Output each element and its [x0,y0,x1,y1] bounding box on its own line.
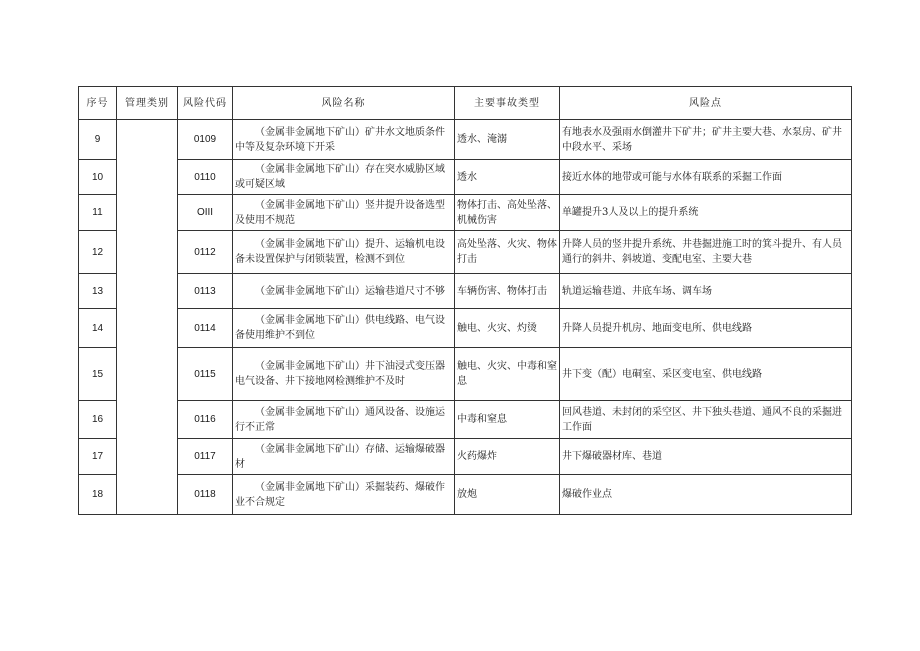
table-row [79,160,852,195]
name-cell: （金属非金属地下矿山）供电线路、电气设备使用维护不到位 [233,309,455,348]
seq-cell: 13 [79,274,117,309]
table-row [79,120,852,160]
table-row [79,195,852,231]
header-accident: 主要事故类型 [455,87,560,120]
point-cell: 单罐提升3人及以上的提升系统 [560,195,852,231]
table-row [79,309,852,348]
accident-cell: 透水 [455,160,560,195]
table-row [79,274,852,309]
code-cell: 0110 [178,160,233,195]
accident-cell: 物体打击、高处坠落、机械伤害 [455,195,560,231]
code-cell: 0115 [178,348,233,401]
name-cell: （金属非金属地下矿山）提升、运输机电设备未设置保护与闭锁装置，检测不到位 [233,231,455,274]
header-seq: 序号 [79,87,117,120]
code-cell: 0113 [178,274,233,309]
code-cell: 0109 [178,120,233,160]
seq-cell: 14 [79,309,117,348]
accident-cell: 透水、淹溺 [455,120,560,160]
name-cell: （金属非金属地下矿山）矿井水文地质条件中等及复杂环境下开采 [233,120,455,160]
name-cell: （金属非金属地下矿山）存储、运输爆破器材 [233,439,455,475]
seq-cell: 16 [79,401,117,439]
header-code: 风险代码 [178,87,233,120]
seq-cell: 9 [79,120,117,160]
accident-cell: 火药爆炸 [455,439,560,475]
code-cell: OIII [178,195,233,231]
seq-cell: 12 [79,231,117,274]
header-name: 风险名称 [233,87,455,120]
name-cell: （金属非金属地下矿山）竖井提升设备选型及使用不规范 [233,195,455,231]
table-row [79,475,852,515]
seq-cell: 11 [79,195,117,231]
point-cell: 接近水体的地带或可能与水体有联系的采掘工作面 [560,160,852,195]
accident-cell: 触电、火灾、中毒和窒息 [455,348,560,401]
accident-cell: 放炮 [455,475,560,515]
name-cell: （金属非金属地下矿山）井下油浸式变压器电气设备、井下接地网检测维护不及时 [233,348,455,401]
code-cell: 0118 [178,475,233,515]
table-row [79,401,852,439]
point-cell: 有地表水及强雨水倒灌井下矿井；矿井主要大巷、水泵房、矿井中段水平、采场 [560,120,852,160]
name-cell: （金属非金属地下矿山）采掘装药、爆破作业不合规定 [233,475,455,515]
accident-cell: 触电、火灾、灼烫 [455,309,560,348]
code-cell: 0112 [178,231,233,274]
name-cell: （金属非金属地下矿山）通风设备、设施运行不正常 [233,401,455,439]
accident-cell: 高处坠落、火灾、物体打击 [455,231,560,274]
seq-cell: 10 [79,160,117,195]
point-cell: 井下爆破器材库、巷道 [560,439,852,475]
table-row [79,348,852,401]
name-cell: （金属非金属地下矿山）存在突水威胁区域或可疑区域 [233,160,455,195]
code-cell: 0114 [178,309,233,348]
seq-cell: 15 [79,348,117,401]
point-cell: 轨道运输巷道、井底车场、调车场 [560,274,852,309]
point-cell: 井下变（配）电硐室、采区变电室、供电线路 [560,348,852,401]
risk-table [78,86,852,515]
point-cell: 回风巷道、未封闭的采空区、井下独头巷道、通风不良的采掘进工作面 [560,401,852,439]
point-cell: 升降人员提升机房、地面变电所、供电线路 [560,309,852,348]
accident-cell: 中毒和窒息 [455,401,560,439]
seq-cell: 17 [79,439,117,475]
seq-cell: 18 [79,475,117,515]
code-cell: 0116 [178,401,233,439]
name-cell: （金属非金属地下矿山）运输巷道尺寸不够 [233,274,455,309]
code-cell: 0117 [178,439,233,475]
header-row [79,87,852,120]
header-point: 风险点 [560,87,852,120]
accident-cell: 车辆伤害、物体打击 [455,274,560,309]
point-cell: 升降人员的竖井提升系统、井巷掘进施工时的箕斗提升、有人员通行的斜井、斜坡道、变配电室、主要大巷 [560,231,852,274]
header-category: 管理类别 [117,87,178,120]
category-cell [117,120,178,515]
point-cell: 爆破作业点 [560,475,852,515]
table-row [79,231,852,274]
table-row [79,439,852,475]
